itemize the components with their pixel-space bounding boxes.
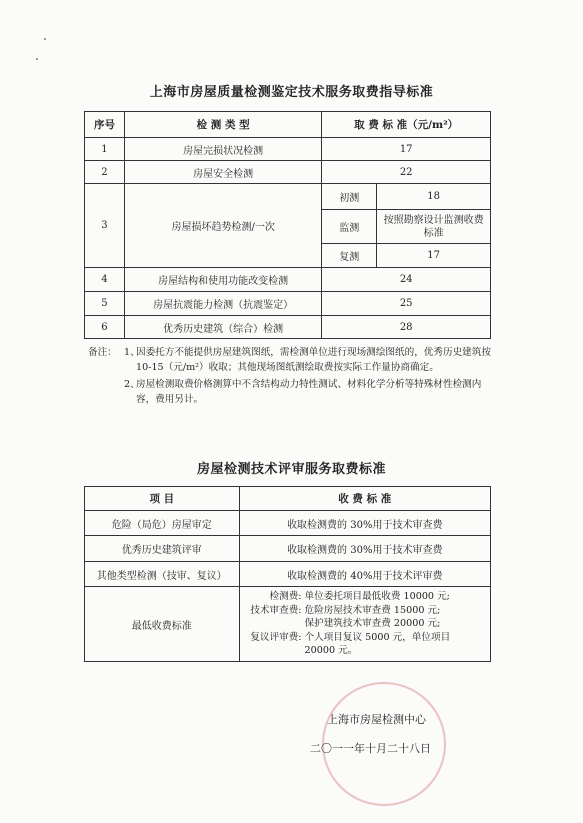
notes <box>88 345 498 407</box>
note-number: 1、 <box>124 347 140 358</box>
scan-speck <box>44 38 46 40</box>
table-row <box>85 587 491 662</box>
row-item: 房屋抗震能力检测（抗震鉴定） <box>124 292 321 316</box>
table-row <box>85 138 491 161</box>
row-seq: 4 <box>85 268 125 292</box>
row-fee: 22 <box>322 161 491 184</box>
sub-fee: 17 <box>377 244 491 268</box>
table-row <box>85 562 491 587</box>
header-seq: 序号 <box>85 112 125 138</box>
row-fee: 收取检测费的 30%用于技术审查费 <box>239 536 490 562</box>
sub-label: 监测 <box>322 210 377 244</box>
row-fee: 收取检测费的 40%用于技术评审费 <box>239 562 490 587</box>
row-fee: 收取检测费的 30%用于技术审查费 <box>239 511 490 536</box>
header-fee: 取 费 标 准（元/m²） <box>322 112 491 138</box>
fee-key: 技术审查费: <box>250 604 302 616</box>
row-item: 房屋损坏趋势检测/一次 <box>124 184 321 268</box>
fee-value: 单位委托项目最低收费 10000 元; <box>304 591 450 603</box>
row-seq: 3 <box>85 184 125 268</box>
header-item: 项 目 <box>85 487 240 511</box>
row-fee: 24 <box>322 268 491 292</box>
sub-fee: 18 <box>377 184 491 210</box>
notes-label: 备注： <box>88 347 117 358</box>
row-fee: 25 <box>322 292 491 316</box>
table-row <box>85 536 491 562</box>
row-item: 危险（局危）房屋审定 <box>85 511 240 536</box>
fee-key <box>244 644 305 658</box>
row-seq: 1 <box>85 138 125 161</box>
sub-fee: 按照勘察设计监测收费标准 <box>377 210 491 244</box>
note-number: 2、 <box>124 379 140 390</box>
row-seq: 5 <box>85 292 125 316</box>
row-item: 其他类型检测（技审、复议） <box>85 562 240 587</box>
row-item: 优秀历史建筑（综合）检测 <box>124 316 321 339</box>
row-seq: 6 <box>85 316 125 339</box>
signature-org: 上海市房屋检测中心 <box>327 713 426 726</box>
table-row <box>85 316 491 339</box>
table-row <box>85 268 491 292</box>
header-item: 检 测 类 型 <box>124 112 321 138</box>
note-text: 房屋检测取费价格测算中不含结构动力特性测试、材料化学分析等特殊材性检测内容，费用另计。 <box>136 379 482 405</box>
fee-guidance-table <box>84 111 491 339</box>
row-fee: 17 <box>322 138 491 161</box>
row-item: 房屋结构和使用功能改变检测 <box>124 268 321 292</box>
review-fee-table <box>84 486 491 662</box>
table-header-row <box>85 487 491 511</box>
sub-label: 初测 <box>322 184 377 210</box>
row-item: 最低收费标准 <box>85 587 240 662</box>
table-row <box>85 292 491 316</box>
header-fee: 收 费 标 准 <box>239 487 490 511</box>
min-fee-details <box>239 587 490 662</box>
row-item: 优秀历史建筑评审 <box>85 536 240 562</box>
fee-key: 复议评审费: <box>250 631 302 643</box>
row-fee: 28 <box>322 316 491 339</box>
table2-title: 房屋检测技术评审服务取费标准 <box>196 462 386 477</box>
table1-title: 上海市房屋质量检测鉴定技术服务取费指导标准 <box>149 85 434 100</box>
note-text: 因委托方不能提供房屋建筑图纸，需检测单位进行现场测绘图纸的，优秀历史建筑按10-15（元/m²）收取；其他现场图纸测绘取费按实际工作量协商确定。 <box>136 347 491 373</box>
fee-value: 20000 元。 <box>304 645 358 657</box>
table-row <box>85 184 491 210</box>
fee-value: 危险房屋技术审查费 15000 元; <box>304 604 441 616</box>
table-header-row <box>85 112 491 138</box>
fee-key <box>244 617 305 631</box>
fee-value: 保护建筑技术审查费 20000 元; <box>304 618 441 630</box>
table-row <box>85 511 491 536</box>
fee-key: 检测费: <box>269 591 302 603</box>
signature-date: 二〇一一年十月二十八日 <box>310 742 431 755</box>
table-row <box>85 161 491 184</box>
sub-label: 复测 <box>322 244 377 268</box>
row-item: 房屋安全检测 <box>124 161 321 184</box>
row-seq: 2 <box>85 161 125 184</box>
row-item: 房屋完损状况检测 <box>124 138 321 161</box>
fee-value: 个人项目复议 5000 元，单位项目 <box>304 631 451 643</box>
scan-speck <box>36 58 38 60</box>
